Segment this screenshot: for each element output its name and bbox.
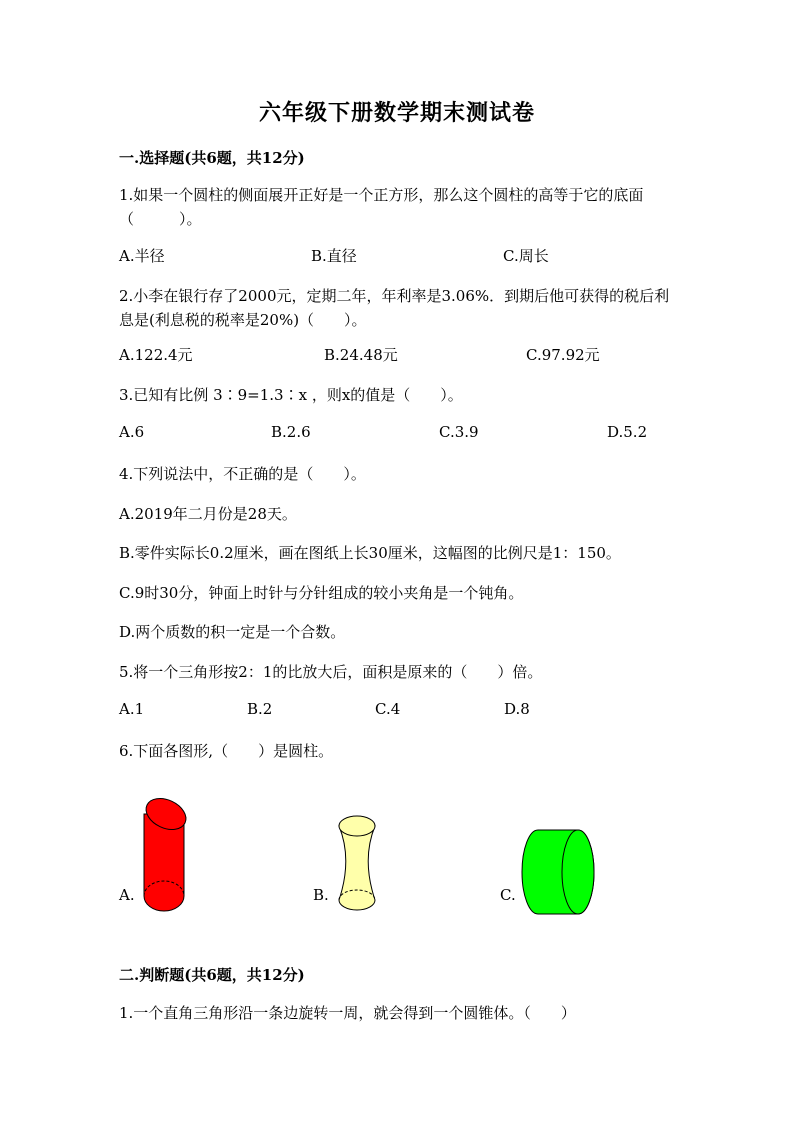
question-2: 2.小李在银行存了2000元，定期二年，年利率是3.06%．到期后他可获得的税后利息是(利息税的税率是20%)（ ）。: [119, 287, 670, 329]
option-c: C.9时30分，钟面上时针与分针组成的较小夹角是一个钝角。: [119, 584, 524, 602]
option-d: D.5.2: [607, 423, 648, 441]
figure-c-label: C.: [500, 886, 516, 904]
figure-a-label: A.: [119, 886, 135, 904]
figure-b-label: B.: [313, 886, 329, 904]
option-a: A.6: [119, 423, 145, 441]
option-c: C.3.9: [439, 423, 479, 441]
question-3-options: [119, 423, 679, 447]
option-a: A.1: [119, 700, 145, 718]
question-2-options: [119, 344, 679, 368]
question-5: 5.将一个三角形按2：1的比放大后，面积是原来的（ ）倍。: [119, 663, 543, 681]
option-c: C.周长: [503, 247, 549, 265]
option-d: D.两个质数的积一定是一个合数。: [119, 623, 346, 641]
figure-b-body: [339, 826, 375, 910]
question-1: 1.如果一个圆柱的侧面展开正好是一个正方形，那么这个圆柱的高等于它的底面（ ）。: [119, 186, 644, 228]
question-6: 6.下面各图形,（ ）是圆柱。: [119, 742, 334, 760]
option-a: A.2019年二月份是28天。: [119, 505, 297, 523]
page-title: 六年级下册数学期末测试卷: [258, 100, 535, 126]
section-heading-choice: 一.选择题(共6题，共12分): [119, 149, 305, 167]
option-a: A.半径: [119, 247, 165, 265]
figure-b-solid: [334, 808, 380, 920]
figure-c-cylinder: [520, 826, 598, 918]
figure-c-face: [562, 830, 594, 914]
question-5-options: [119, 700, 679, 724]
option-b: B.24.48元: [324, 346, 398, 364]
section-heading-judge: 二.判断题(共6题，共12分): [119, 966, 305, 984]
option-a: A.122.4元: [119, 346, 193, 364]
option-d: D.8: [504, 700, 530, 718]
option-b: B.2.6: [271, 423, 311, 441]
figure-a-cylinder: [140, 796, 192, 920]
option-b: B.直径: [311, 247, 357, 265]
question-3: 3.已知有比例 3∶9=1.3∶x ，则x的值是（ ）。: [119, 386, 463, 404]
question-1-options: [119, 245, 679, 269]
option-c: C.4: [375, 700, 401, 718]
option-b: B.零件实际长0.2厘米，画在图纸上长30厘米，这幅图的比例尺是1：150。: [119, 544, 621, 562]
question-4: 4.下列说法中，不正确的是（ ）。: [119, 465, 366, 483]
figure-b-top: [339, 816, 375, 836]
option-b: B.2: [247, 700, 273, 718]
option-c: C.97.92元: [526, 346, 600, 364]
judge-question-1: 1.一个直角三角形沿一条边旋转一周，就会得到一个圆锥体。（ ）: [119, 1004, 576, 1022]
